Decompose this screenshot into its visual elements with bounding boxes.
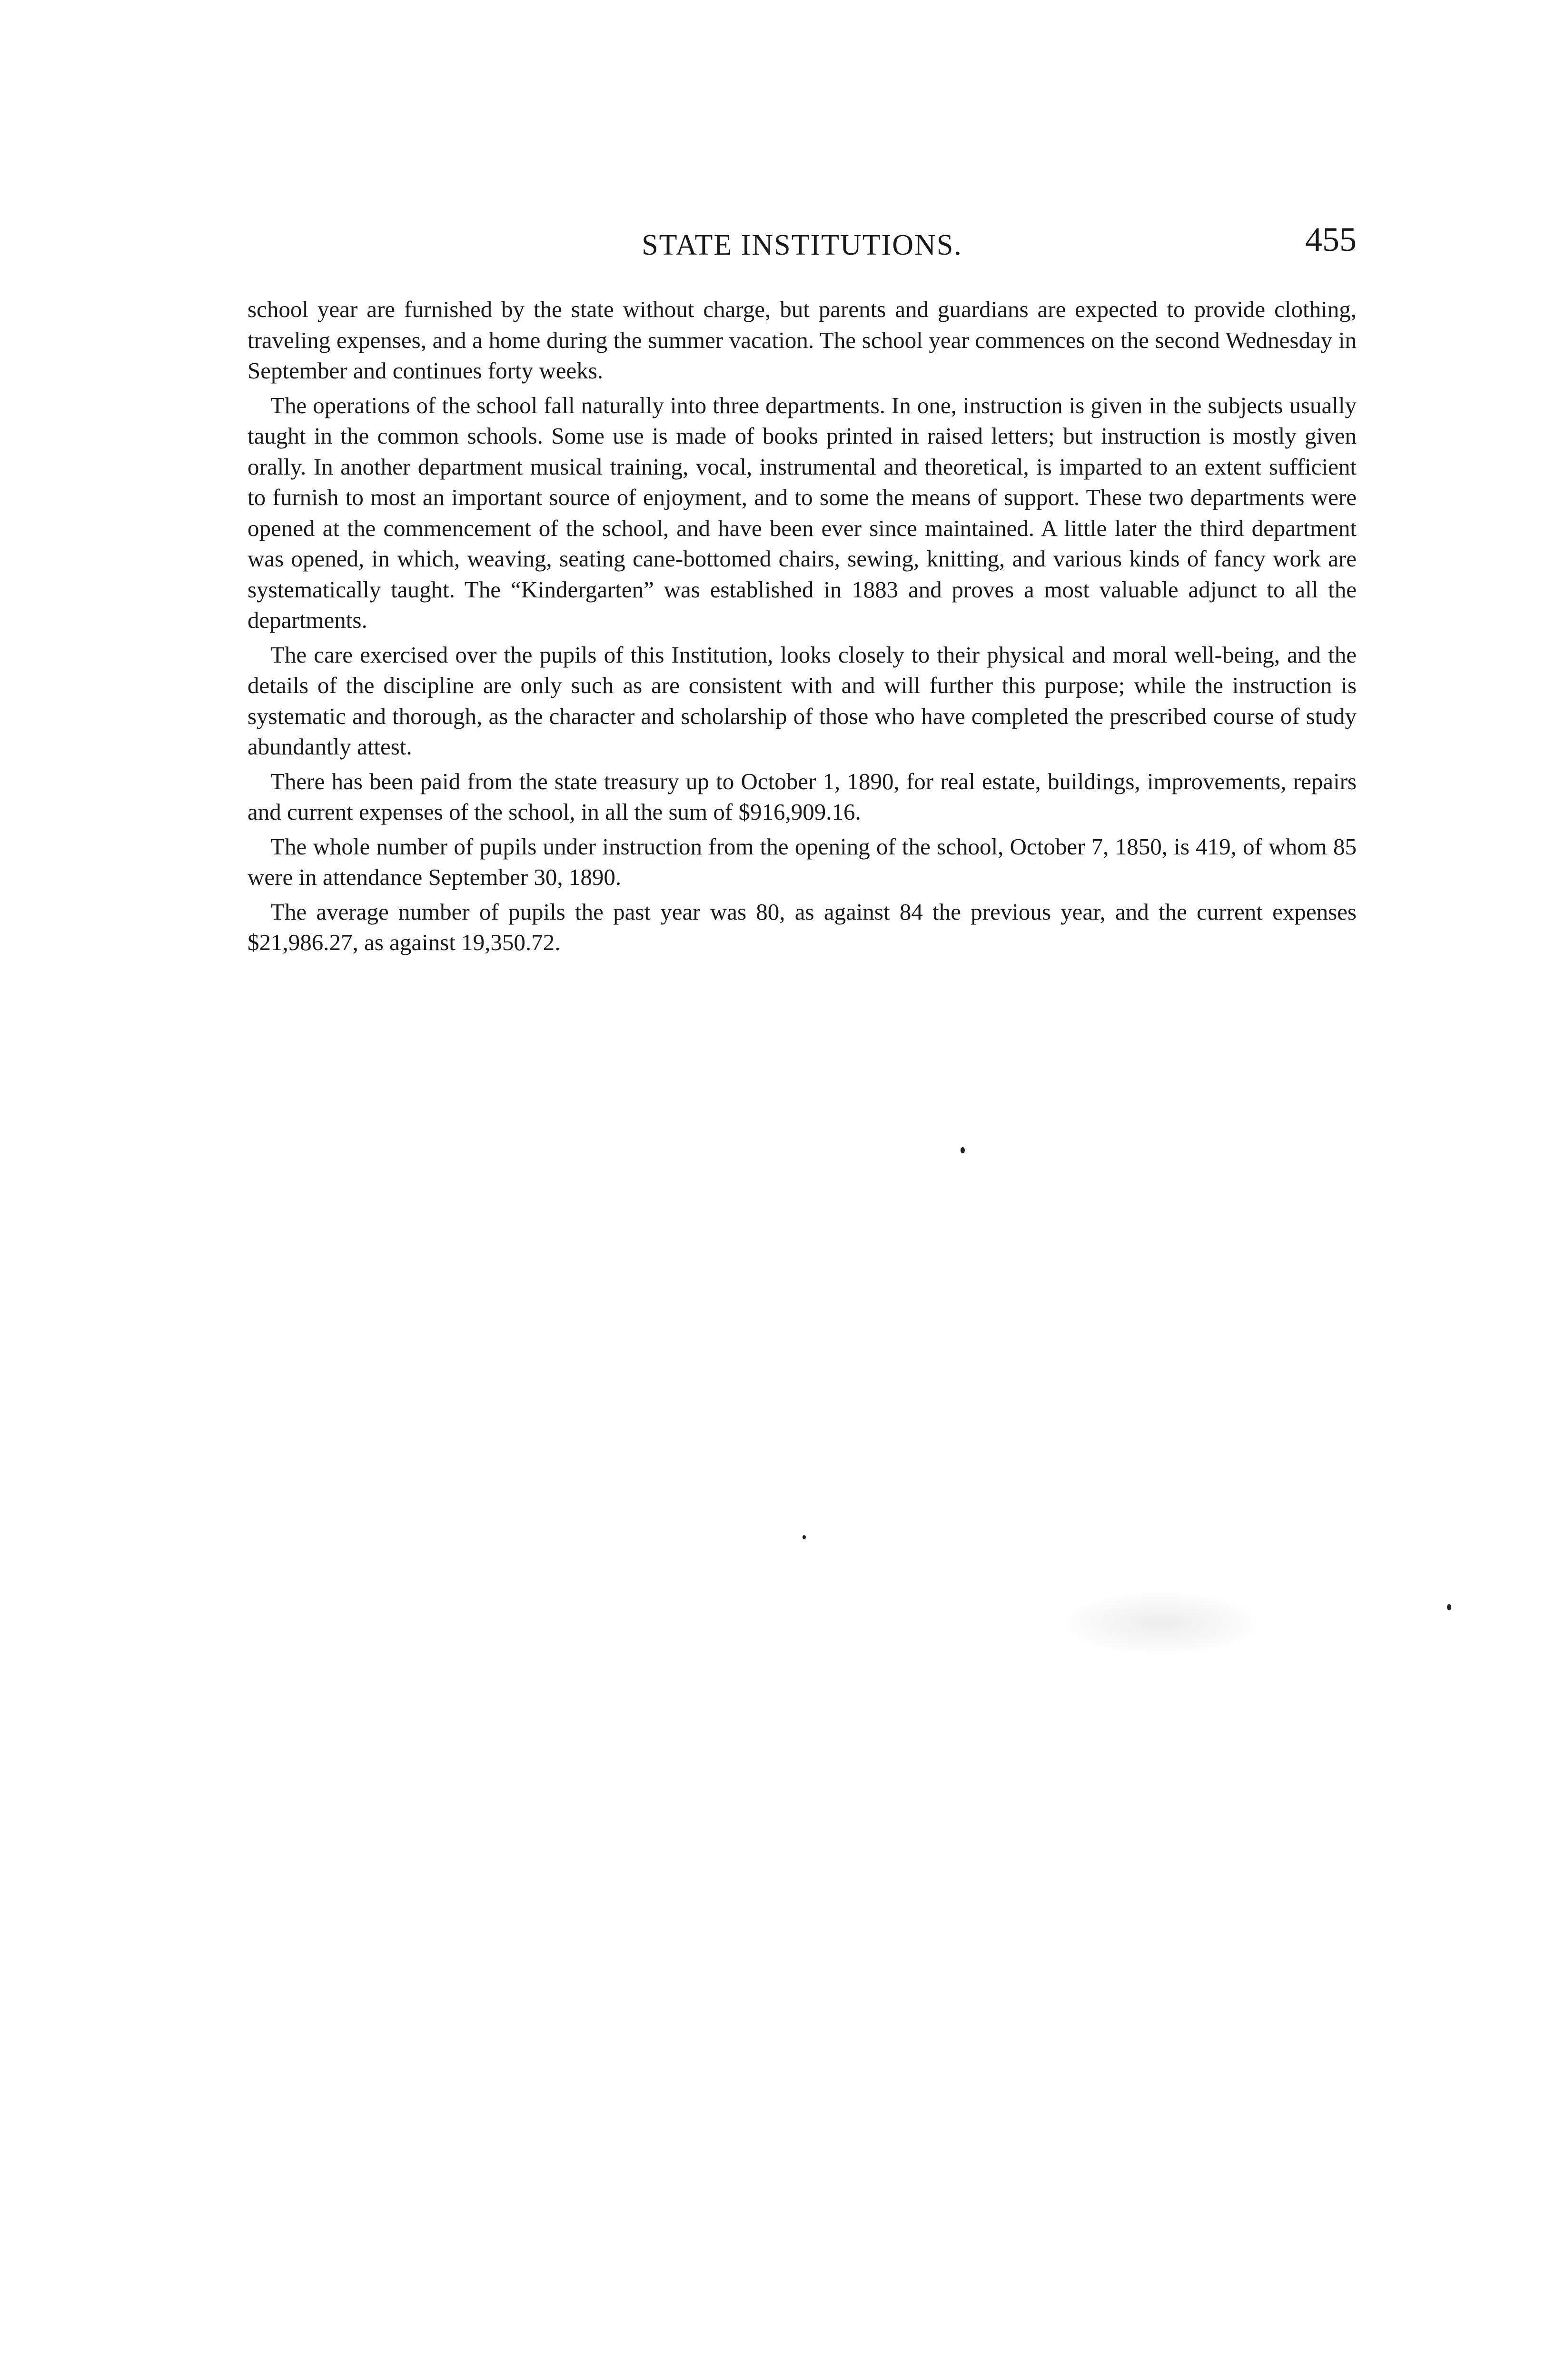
- print-speck: [961, 1147, 965, 1153]
- paragraph-average: The average number of pupils the past year was 80, as against 84 the previous year, and the current expenses $21,986.27, as against 19,350.72.: [248, 898, 1357, 955]
- paragraph-continuation: school year are furnished by the state without charge, but parents and guardians are expected to provide clothing, traveling expenses, and a home during the summer vacation. The school year commences on the second Wednesday in September and continues forty weeks.: [248, 296, 1357, 384]
- paragraph-pupils-total: The whole number of pupils under instruction from the opening of the school, October 7, 1850, is 419, of whom 85 were in attendance September 30, 1890.: [248, 833, 1357, 890]
- page-number: 455: [1305, 220, 1357, 258]
- body-text: [248, 294, 1357, 962]
- paragraph-care: The care exercised over the pupils of this Institution, looks closely to their physical and moral well-being, and the details of the discipline are only such as are consistent with and will further this purpose; while the instruction is systematic and thorough, as the character and scholarship of those who have completed the prescribed course of study abundantly attest.: [248, 641, 1357, 760]
- print-speck: [1447, 1604, 1451, 1610]
- print-speck: [803, 1535, 806, 1539]
- paragraph-treasury: There has been paid from the state treasury up to October 1, 1890, for real estate, buildings, improvements, repairs and current expenses of the school, in all the sum of $916,909.16.: [248, 768, 1357, 825]
- paper-smudge: [1057, 1590, 1266, 1656]
- paragraph-departments: The operations of the school fall naturally into three departments. In one, instruction is given in the subjects usually taught in the common schools. Some use is made of books printed in raised letters; but instruction is mostly given orally. In another department musical training, vocal, instrumental and theoretical, is imparted to an extent sufficient to furnish to most an important source of enjoyment, and to some the means of support. These two departments were opened at the commencement of the school, and have been ever since maintained. A little later the third department was opened, in which, weaving, seating cane-bottomed chairs, sewing, knitting, and various kinds of fancy work are systematically taught. The “Kindergarten” was established in 1883 and proves a most valuable adjunct to all the departments.: [248, 392, 1357, 633]
- running-title: STATE INSTITUTIONS.: [642, 229, 962, 261]
- running-header: [248, 220, 1357, 268]
